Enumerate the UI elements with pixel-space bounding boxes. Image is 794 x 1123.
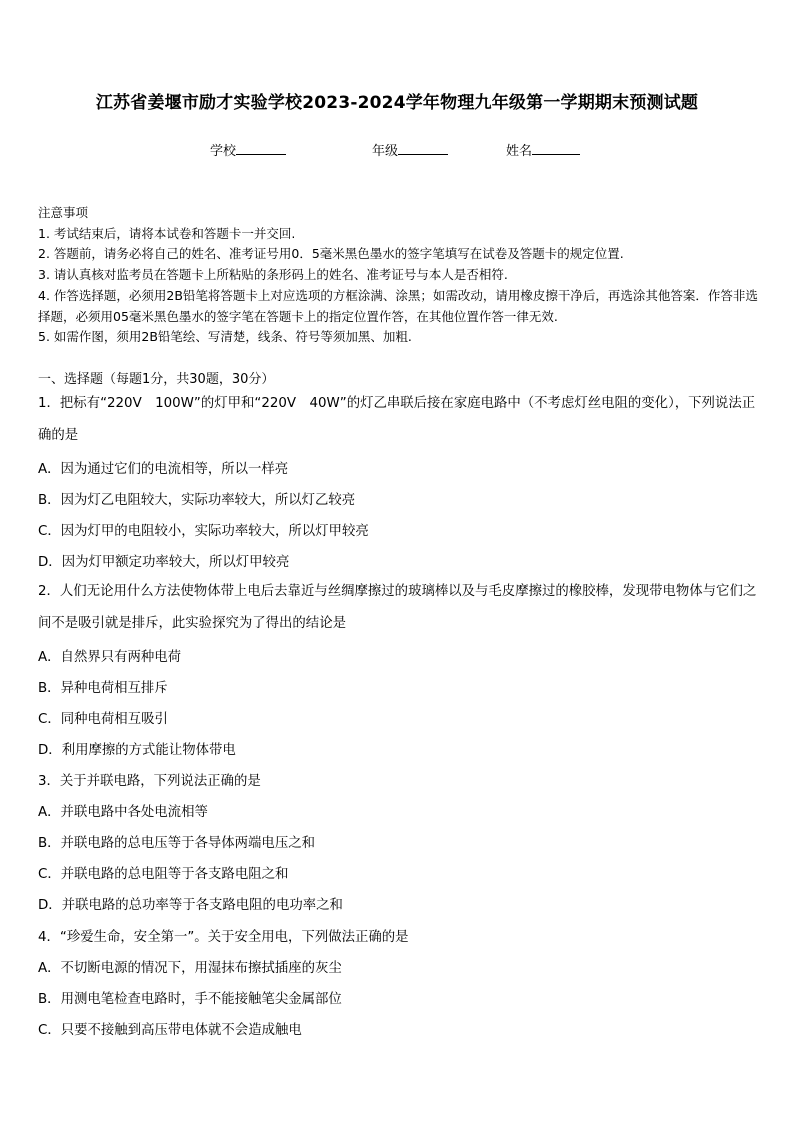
- note-item: 4. 作答选择题，必须用2B铅笔将答题卡上对应选项的方框涂满、涂黑；如需改动，请用橡皮擦干净后，再选涂其他答案．作答非选择题，必须用05毫米黑色墨水的签字笔在答题卡上的指定位置作答，在其他位置作答一律无效.: [38, 287, 758, 324]
- school-label: 学校: [210, 144, 237, 159]
- question-option: A．并联电路中各处电流相等: [38, 805, 208, 820]
- question-option: B．异种电荷相互排斥: [38, 681, 168, 696]
- name-field: [506, 140, 580, 159]
- question-stem: 4．“珍爱生命，安全第一”。关于安全用电，下列做法正确的是: [38, 930, 409, 945]
- grade-label: 年级: [372, 144, 399, 159]
- grade-field: [372, 140, 448, 159]
- name-label: 姓名: [506, 144, 533, 159]
- school-field: [210, 140, 286, 159]
- grade-blank: [398, 141, 448, 155]
- question-option: B．因为灯乙电阻较大，实际功率较大，所以灯乙较亮: [38, 493, 356, 508]
- question-stem: 2．人们无论用什么方法使物体带上电后去靠近与丝绸摩擦过的玻璃棒以及与毛皮摩擦过的橡胶棒，发现带电物体与它们之间不是吸引就是排斥，此实验探究为了得出的结论是: [38, 584, 757, 631]
- question-option: A．不切断电源的情况下，用湿抹布擦拭插座的灰尘: [38, 961, 342, 976]
- section-title: 一、选择题（每题1分，共30题，30分）: [38, 372, 275, 387]
- student-info-row: [0, 140, 794, 160]
- question-stem: 3．关于并联电路，下列说法正确的是: [38, 774, 261, 789]
- note-item: 2. 答题前，请务必将自己的姓名、准考证号用0．5毫米黑色墨水的签字笔填写在试卷及答题卡的规定位置.: [38, 246, 624, 262]
- note-item: 3. 请认真核对监考员在答题卡上所粘贴的条形码上的姓名、准考证号与本人是否相符.: [38, 267, 508, 283]
- question-option: C．同种电荷相互吸引: [38, 712, 168, 727]
- question-stem: 1．把标有“220V 100W”的灯甲和“220V 40W”的灯乙串联后接在家庭电路中（不考虑灯丝电阻的变化），下列说法正确的是: [38, 396, 756, 443]
- question-option: B．用测电笔检查电路时，手不能接触笔尖金属部位: [38, 992, 342, 1007]
- note-item: 1. 考试结束后，请将本试卷和答题卡一并交回.: [38, 225, 296, 241]
- question-option: A．因为通过它们的电流相等，所以一样亮: [38, 462, 289, 477]
- exam-title: 江苏省姜堰市励才实验学校2023-2024学年物理九年级第一学期期末预测试题: [95, 93, 699, 113]
- name-blank: [532, 141, 580, 155]
- question-option: A．自然界只有两种电荷: [38, 650, 182, 665]
- notes-section: [38, 203, 758, 348]
- school-blank: [236, 141, 286, 155]
- notes-heading: 注意事项: [38, 205, 89, 220]
- note-item: 5. 如需作图，须用2B铅笔绘、写清楚，线条、符号等须加黑、加粗.: [38, 329, 412, 345]
- question-option: D．并联电路的总功率等于各支路电阻的电功率之和: [38, 898, 343, 913]
- question-option: D．利用摩擦的方式能让物体带电: [38, 743, 236, 758]
- question-option: B．并联电路的总电压等于各导体两端电压之和: [38, 836, 315, 851]
- question-option: C．因为灯甲的电阻较小，实际功率较大，所以灯甲较亮: [38, 524, 369, 539]
- question-option: C．并联电路的总电阻等于各支路电阻之和: [38, 867, 289, 882]
- question-option: D．因为灯甲额定功率较大，所以灯甲较亮: [38, 555, 290, 570]
- question-option: C．只要不接触到高压带电体就不会造成触电: [38, 1023, 302, 1038]
